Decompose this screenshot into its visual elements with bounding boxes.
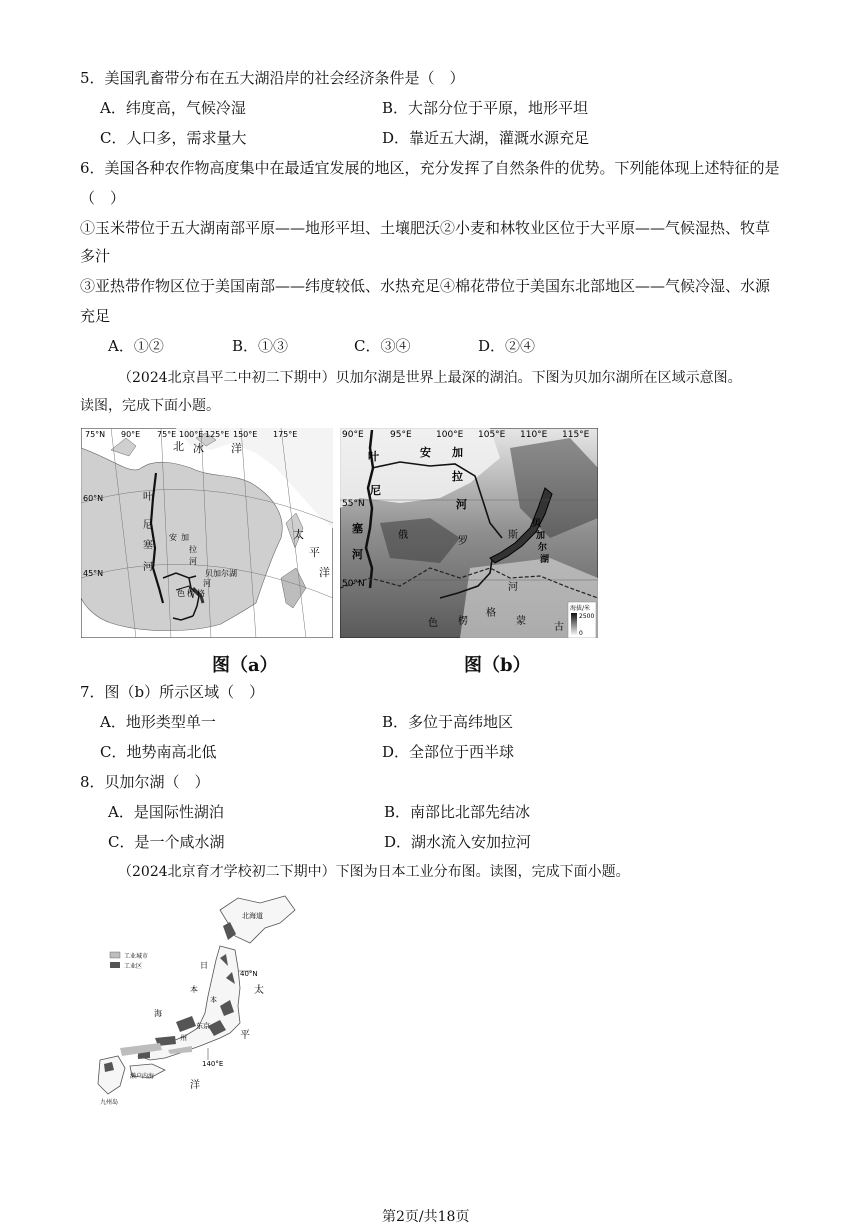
q8-stem: 8．贝加尔湖（ ） (80, 773, 210, 791)
q5-option-a: A．纬度高，气候冷湿 (100, 99, 246, 117)
map-a-lon-125e: 125°E (205, 430, 230, 439)
map-a-ocean-e-2: 平 (309, 546, 320, 559)
japan-pacific-3: 洋 (190, 1080, 200, 1091)
japan-honshu-2: 州 (180, 1034, 187, 1042)
map-a-caption: 图（a） (212, 655, 278, 676)
map-b-river-y-2: 尼 (370, 484, 381, 497)
map-b-lon-100e: 100°E (436, 430, 464, 440)
japan-kyushu: 九州岛 (100, 1099, 119, 1106)
q6-option-a: A．①② (108, 337, 164, 355)
map-a-river-a-3: 拉 (189, 545, 197, 554)
map-b-mongolia-2: 古 (554, 622, 564, 633)
map-a-river-a-4: 河 (189, 557, 197, 566)
map-b-lake-2: 加 (536, 531, 546, 541)
map-b (340, 428, 598, 638)
map-b-caption: 图（b） (464, 655, 531, 676)
map-b-river-y-4: 河 (352, 548, 363, 561)
japan-setouchi: 濑户内海 (130, 1073, 155, 1080)
q6-statement-2-cont: 充足 (80, 307, 111, 325)
japan-sea-3: 海 (154, 1009, 162, 1018)
map-a-ocean-n-3: 洋 (231, 442, 242, 455)
map-a-lon-90e: 90°E (121, 430, 141, 439)
map-a-river-s-2: 楞 (187, 589, 195, 598)
map-b-river-a-2: 加 (452, 446, 463, 459)
q6-option-d: D．②④ (478, 337, 536, 355)
japan-sea-2: 本 (190, 985, 198, 994)
map-a-river-y-1: 叶 (143, 492, 153, 503)
map-b-lon-95e: 95°E (390, 430, 412, 440)
map-b-lake-3: 尔 (538, 543, 548, 553)
map-a-ocean-e-1: 太 (293, 528, 304, 541)
map-b-russia-1: 俄 (398, 530, 408, 541)
japan-legend-city: 工业城市 (124, 953, 149, 960)
q5-option-d: D．靠近五大湖，灌溉水源充足 (382, 129, 590, 147)
japan-legend-zone: 工业区 (124, 963, 143, 970)
japan-pacific-2: 平 (240, 1030, 250, 1041)
map-b-lake-1: 贝 (532, 519, 542, 529)
map-a-lon-150e: 150°E (233, 430, 258, 439)
japan-sea-1: 日 (200, 961, 208, 970)
japan-lat-40n: 40°N (240, 970, 258, 978)
map-a-river-a-1: 安 (169, 533, 177, 542)
map-a-river-s-1: 色 (177, 589, 185, 598)
q6-statement-1-cont: 多汁 (80, 247, 111, 265)
intro-japan: （2024北京育才学校初二下期中）下图为日本工业分布图。读图，完成下面小题。 (118, 864, 630, 880)
map-b-legend-min: 0 (579, 630, 583, 637)
q5-option-c: C．人口多，需求量大 (100, 129, 247, 147)
japan-pacific-1: 太 (254, 985, 264, 996)
q8-option-b: B．南部比北部先结冰 (384, 803, 531, 821)
map-b-legend-title: 海拔/米 (570, 605, 591, 612)
map-b-lake-4: 湖 (540, 555, 550, 565)
q6-option-b: B．①③ (232, 337, 289, 355)
q7-option-a: A．地形类型单一 (100, 713, 216, 731)
map-a-lon-75e: 75°E (157, 430, 177, 439)
q7-option-b: B．多位于高纬地区 (382, 713, 514, 731)
q6-stem: 6．美国各种农作物高度集中在最适宜发展的地区，充分发挥了自然条件的优势。下列能体现上述特征的是 (80, 159, 780, 177)
map-a-lon-75n: 75°N (85, 430, 106, 439)
q5-stem: 5．美国乳畜带分布在五大湖沿岸的社会经济条件是（ ） (80, 69, 465, 87)
map-a-lon-100e: 100°E (179, 430, 204, 439)
map-b-lat-55n: 55°N (342, 499, 365, 509)
japan-hokkaido: 北海道 (242, 912, 263, 920)
q8-option-c: C．是一个咸水湖 (108, 833, 225, 851)
q5-option-b: B．大部分位于平原，地形平坦 (382, 99, 589, 117)
map-b-lat-50n: 50°N (342, 579, 365, 589)
q8-option-a: A．是国际性湖泊 (108, 803, 224, 821)
intro-baikal-cont: 读图，完成下面小题。 (80, 398, 220, 414)
map-b-river-y-1: 叶 (368, 450, 379, 463)
q6-stem-bracket: （ ） (80, 189, 126, 207)
map-b-legend-max: 2500 (579, 613, 595, 620)
map-a-lat-45n: 45°N (83, 569, 104, 578)
map-a-ocean-n-2: 冰 (193, 442, 204, 455)
q6-statement-2: ③亚热带作物区位于美国南部——纬度较低、水热充足④棉花带位于美国东北部地区——气候冷湿、水源 (80, 277, 771, 295)
japan-honshu-1: 本 (210, 996, 217, 1004)
map-a-lat-60n: 60°N (83, 494, 104, 503)
map-b-river-s-2: 楞 (458, 616, 468, 627)
q8-option-d: D．湖水流入安加拉河 (384, 833, 532, 851)
map-a (81, 428, 333, 638)
map-a-river-y-4: 河 (143, 562, 153, 573)
japan-lon-140e: 140°E (202, 1060, 224, 1068)
map-b-lon-90e: 90°E (342, 430, 364, 440)
map-b-river-a-1: 安 (420, 446, 431, 459)
page-number: 第2页/共18页 (382, 1209, 470, 1225)
map-a-ocean-e-3: 洋 (319, 566, 330, 579)
map-b-lon-110e: 110°E (520, 430, 548, 440)
intro-baikal: （2024北京昌平二中初二下期中）贝加尔湖是世界上最深的湖泊。下图为贝加尔湖所在区域示意图。 (118, 370, 742, 386)
map-a-river-a-2: 加 (181, 533, 189, 542)
map-a-ocean-n-1: 北 (173, 440, 184, 453)
map-b-lon-115e: 115°E (562, 430, 590, 440)
q7-stem: 7．图（b）所示区域（ ） (80, 683, 265, 701)
q7-option-d: D．全部位于西半球 (382, 743, 515, 761)
map-a-river-y-2: 尼 (143, 520, 153, 531)
japan-legend-zone-swatch (110, 962, 120, 968)
map-b-russia-2: 罗 (458, 536, 468, 547)
map-b-river-a-4: 河 (456, 498, 467, 511)
map-a-lon-175e: 175°E (273, 430, 298, 439)
map-b-mongolia-1: 蒙 (516, 616, 526, 627)
map-a-river-s-4: 河 (203, 579, 211, 588)
map-b-river-s-4: 河 (508, 582, 518, 593)
map-b-russia-3: 斯 (508, 530, 518, 541)
japan-tokyo: 东京 (196, 1022, 210, 1030)
japan-industry-map (80, 888, 310, 1113)
map-b-river-a-3: 拉 (452, 470, 463, 483)
q7-option-c: C．地势南高北低 (100, 743, 217, 761)
japan-legend-city-swatch (110, 952, 120, 958)
map-b-river-s-1: 色 (428, 618, 438, 629)
q6-option-c: C．③④ (354, 337, 411, 355)
map-a-lake: 贝加尔湖 (205, 569, 237, 578)
map-a-river-y-3: 塞 (143, 540, 153, 551)
q6-statement-1: ①玉米带位于五大湖南部平原——地形平坦、土壤肥沃②小麦和林牧业区位于大平原——气候湿热、牧草 (80, 219, 771, 237)
map-b-river-y-3: 塞 (352, 522, 363, 535)
map-b-legend-bar (571, 613, 577, 635)
map-a-river-s-3: 格 (197, 589, 205, 598)
map-b-lon-105e: 105°E (478, 430, 506, 440)
map-b-river-s-3: 格 (486, 608, 496, 619)
